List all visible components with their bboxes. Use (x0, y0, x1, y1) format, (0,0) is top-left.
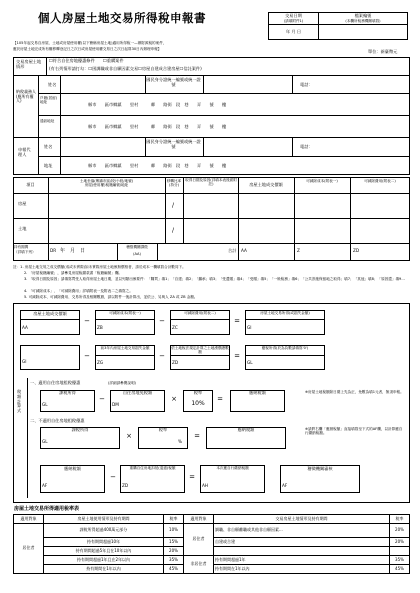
s1-deduct-label: 自住房地免稅額 (122, 390, 153, 395)
rt-right-3-rate: 45% (390, 565, 410, 574)
rt-right-obj-1: 居住者 (184, 524, 214, 556)
unit-label: 單位：新臺幣元 (368, 49, 398, 54)
date-label: 交易日期 (285, 13, 302, 19)
calc-taxable-label: 應稅所得(於為負數請填寫'0') (261, 346, 309, 350)
rt-right-0-rate: 20% (390, 524, 410, 538)
rt-row-3-cond: 持有期間超過1年且在2年以內 (44, 556, 164, 565)
rt-h-rate: 稅率 (164, 515, 184, 524)
note-3: 3. 「取得日期及原因」請填寫買受人取得房屋土地日期，並以列類出係要件：「購買」填1；「自建」填2；「繼承」填3；「受遺贈」填4；「受贈」填5；「一般稅務」填6；「公共設施保留地之取得」填7；「其他」填8；「原因遺」填9... (24, 277, 405, 281)
rt-h-right-cond: 交易房屋土地情形及持有期間 (214, 515, 390, 524)
item-header-price: 房屋土地成交價額 (249, 182, 283, 187)
rt-row-1-cond: 持有期間超過10年 (44, 538, 164, 547)
item-header-item: 項目 (26, 182, 35, 187)
calc-loss-label: 前3年內房屋土地交易損失金額 (100, 346, 150, 350)
rate-table (13, 514, 410, 574)
page-title: 個人房屋土地交易所得稅申報書 (38, 11, 206, 25)
reg-addr-label: 戶籍(居留)地址 (40, 96, 58, 105)
file-label: 檔案編號 (354, 13, 372, 19)
calc-cost-label: 可減除成本(附表一) (109, 311, 141, 315)
tax-s1: 一、適用自住房地租稅優惠 (30, 380, 81, 385)
item-header-location: 土地坐落(鄉鎮市區/段/小段/地號) 房屋(使用權)稅籍編號/地址 (79, 179, 134, 188)
tax-s1-sub: (詳細請參閱說明) (108, 381, 136, 385)
calc-gi-code-2: GI (22, 359, 27, 364)
date-sub: (請填附件1) (283, 19, 304, 24)
ratio-slash-house[interactable]: / (172, 202, 175, 209)
rt-row-1-rate: 15% (164, 538, 184, 547)
note-4: 4. 「可減除成本」、「可減除費用」詳填附表一及附表二之填寫之。 (24, 289, 133, 293)
s1-payable-label: 應納稅額 (249, 390, 266, 395)
agent-phone-label: 電話： (300, 144, 313, 149)
rt-h-right-rate: 稅率 (390, 515, 410, 524)
id-label: 國民身分證統一編號或統一證號 (146, 77, 201, 87)
file-sub: (本欄所稅務機關填寫) (345, 19, 381, 24)
rt-right-0-cond: 調職、非自願離職或其他非自願因素... (214, 524, 390, 538)
taxpayer-label: 納稅義務人(應所有權人) (16, 89, 36, 104)
agent-id-label: 國民身分證統一編號或統一證號 (146, 139, 201, 149)
date-value[interactable]: 年 月 日 (269, 25, 319, 40)
property-checks[interactable]: ☐符合自住房地優惠條件 ☐重購案件 (49, 58, 124, 63)
s2-note: ※請將右欄「應納稅額」直接填寫至下式的AF欄，以計算應自行繳納稅額。 (305, 427, 403, 436)
rt-h-right-obj: 適用對象 (184, 515, 214, 524)
calc-gi-code: GI (247, 325, 252, 330)
item-header-fee: 可減除費用(附表二) (364, 179, 396, 183)
rt-right-3-cond: 持有期間在1年以內 (214, 565, 390, 574)
s1-rate-label: 稅率 (193, 390, 203, 395)
file-value[interactable] (319, 25, 408, 40)
s2-rate-label: 稅率 (158, 427, 168, 432)
holding-label: 持有期間 (14, 245, 29, 249)
property-checks-2[interactable]: (有右列情形請打勾：☐困調職或非自願因素交易☐房屋自建成合建房屋☐信託案件) (49, 66, 202, 71)
final-review-label: 稽徵機關審核 (307, 466, 333, 471)
rt-h-cond: 房屋土地使用情形及持有期間 (44, 515, 164, 524)
rt-resident: 居住者 (14, 524, 44, 574)
note-2: 2. 「房屋稅籍編號」，請參見房屋稅繳款書「稅籍編號」欄。 (24, 271, 123, 275)
agent-addr-label: 地址 (44, 163, 53, 168)
date-file-box (268, 12, 408, 40)
rt-row-2-rate: 20% (164, 547, 184, 556)
property-label: 交易房屋土地情形 (16, 59, 42, 69)
comm-addr-parts[interactable]: 縣市 區市鄉鎮 里村 鄰 路街 段 巷 弄 號 樓 (88, 124, 227, 129)
tax-reg-sub: (AA) (133, 252, 141, 256)
s2-gl: GL (42, 439, 48, 444)
note-1: 註：1. 房屋土地交易之成交價額(成或未實際)如未實際房屋土地係無價格者，請於成本一欄填寫合計數同下。 (13, 265, 186, 269)
rt-row-2-cond: 持有期間超過5年且在10年以內 (44, 547, 164, 556)
rt-row-4-cond: 持有期間在1年以內 (44, 565, 164, 574)
calc-zd-code: ZD (172, 360, 179, 365)
total-label: 合計 (228, 248, 237, 253)
item-header-ratio: 移轉比率(持分) (166, 179, 182, 188)
holding-sub: （詳填下列） (14, 250, 36, 254)
agent-addr-parts[interactable]: 縣市 區市鄉鎮 里村 鄰 路街 段 巷 弄 號 樓 (88, 163, 227, 168)
notice-line1: 【105年起交易自房屋、土地或房屋使用權(以下簡稱房屋土地)適用所得稅一—辦財源稅的案件， (13, 41, 167, 45)
s2-payable-label: 應納稅額 (237, 427, 255, 432)
final-zd: ZD (122, 483, 129, 488)
reg-addr-parts[interactable]: 縣市 區市鄉鎮 里村 鄰 路街 段 巷 弄 號 樓 (88, 102, 227, 107)
agent-name-label: 姓名 (44, 144, 53, 149)
rt-h-obj: 適用對象 (14, 515, 44, 524)
s2-taxable-label: 課稅所得 (71, 427, 89, 432)
calc-fee-label: 可減除費用(附表二) (184, 311, 216, 315)
rt-row-3-rate: 35% (164, 556, 184, 565)
rt-right-obj-2: 非居住者 (184, 556, 214, 574)
rt-right-1-cond: 自建或合建 (214, 538, 390, 547)
rt-right-2-cond: 持有期間超過1年 (214, 556, 390, 565)
name-label: 姓名 (48, 82, 57, 87)
rt-right-1-rate: 20% (390, 538, 410, 547)
notice-line2: 應於房屋土地完成所有權移轉登記日之次日或房屋使用權交易日之次日起算30日內辦理申報】 (13, 47, 162, 51)
tax-s2: 二、不適用自住房地租稅優惠 (30, 418, 85, 423)
rt-right-2-rate: 35% (390, 556, 410, 565)
calc-aa-label: 房屋土地成交價額 (33, 311, 67, 316)
holding-code: DR (50, 248, 57, 253)
total-aa: AA (241, 248, 247, 253)
holding-date[interactable]: 年 月 日 (60, 248, 86, 254)
s2-rate-value: % (178, 439, 182, 444)
item-header-date: 取得日期及原因(詳填本表後面附註) (185, 178, 237, 187)
item-header-cost: 可減除成本(附表一) (306, 179, 338, 183)
tax-side-label: 稅額計算式 (17, 389, 22, 414)
rt-row-4-rate: 45% (164, 565, 184, 574)
rt-row-0-cond: 課稅所得超過400萬元部分 (44, 524, 164, 538)
total-z: Z (297, 248, 300, 253)
comm-addr-label: 通訊地址 (40, 119, 55, 123)
rt-row-0-rate: 10% (164, 524, 184, 538)
calc-gi-box[interactable] (20, 345, 80, 370)
calc-zb-code: ZB (97, 325, 103, 330)
calc-gain-label: 房屋土地交易所得(或損失金額) (260, 311, 310, 315)
calc-gl-code: GL (247, 360, 253, 365)
final-payable-label: 應納稅額 (64, 466, 81, 471)
s1-taxable-label: 課稅所得 (59, 390, 76, 395)
s1-note: ※房屋土地稅額除日期上先為正，免數為填1元者，無須申報。 (305, 390, 404, 394)
row-label-land: 土地 (18, 226, 27, 231)
calc-landtax-label: 依土地稅法規定計算之土地漲價總數額 (171, 346, 229, 355)
final-self-label: 本次應自行繳納稅額 (216, 466, 249, 470)
calc-aa-code: AA (22, 325, 28, 330)
calc-zg-code: ZG (97, 360, 104, 365)
ratio-slash-land[interactable]: / (172, 227, 175, 234)
total-zd: ZD (353, 248, 360, 253)
agent-label: 申報代理人 (18, 147, 31, 157)
s1-gl: GL (42, 402, 48, 407)
calc-zc-code: ZC (172, 325, 178, 330)
final-af2: AF (282, 483, 288, 488)
rate-table-title: 房屋土地交易所得適用稅率表 (14, 506, 80, 512)
s1-dm: DM (112, 402, 119, 407)
s1-rate-value: 10% (191, 400, 205, 407)
final-af: AF (42, 483, 48, 488)
final-credit-label: 重購自住房地扣抵(退還)稅額 (129, 466, 176, 470)
note-5: 5. 可減除成本、可減除費用、交易所得及相關數據，請以附件一後計算出，並依公、另與人 ZA 或 ZB 金額。 (24, 295, 198, 299)
row-label-house: 房屋 (18, 201, 27, 206)
phone-label: 電話： (300, 82, 313, 87)
tax-reg-label: 稽徵機關課徵 (126, 245, 148, 249)
final-ah: AH (202, 483, 209, 488)
